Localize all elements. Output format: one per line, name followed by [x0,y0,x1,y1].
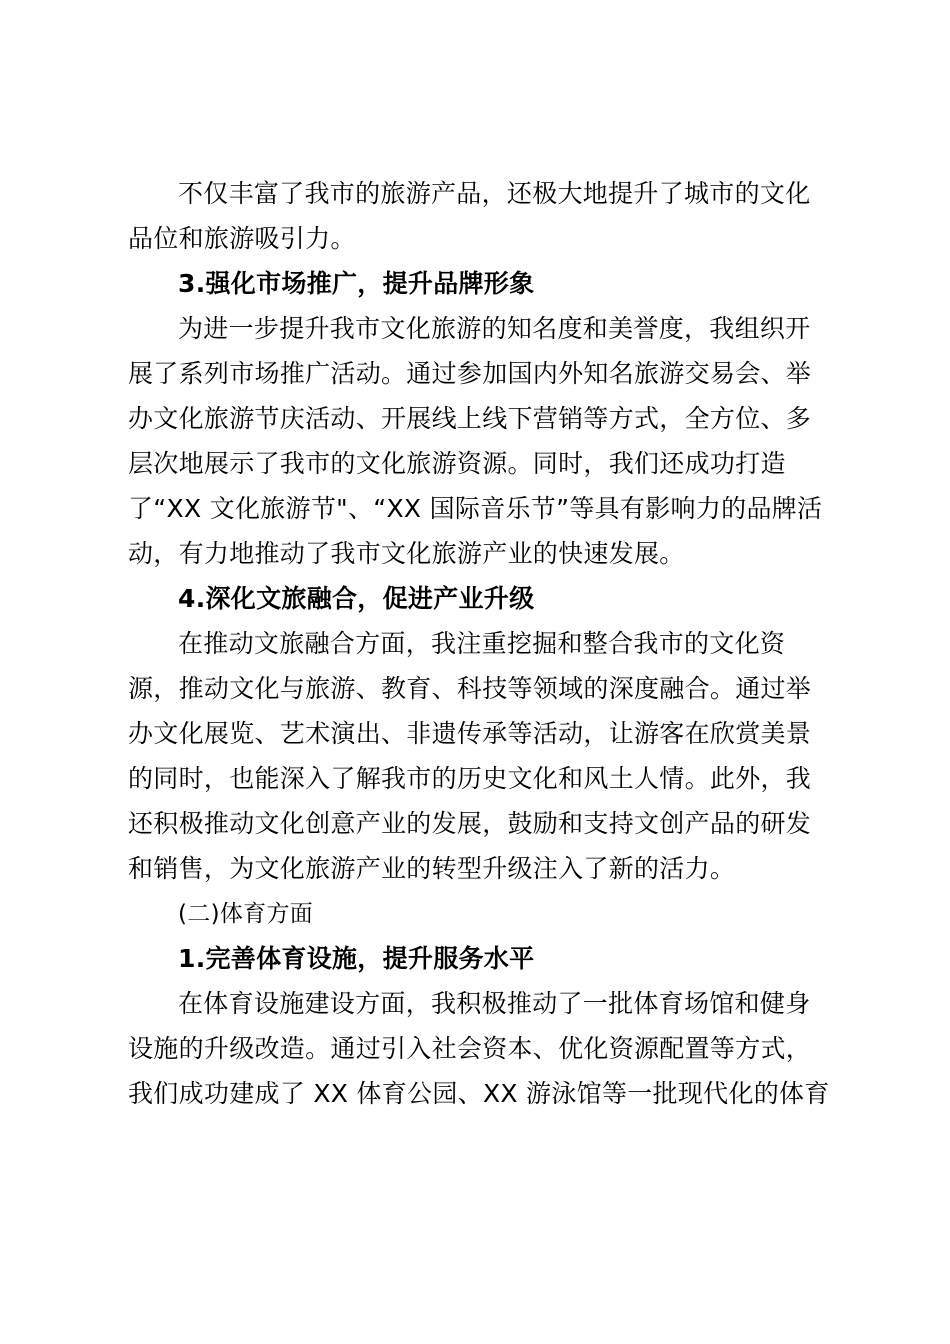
paragraph-line: 在推动文旅融合方面，我注重挖掘和整合我市的文化资 [178,629,786,658]
paragraph-line: 办文化展览、艺术演出、非遗传承等活动，让游客在欣赏美景 [128,719,812,748]
paragraph-line: 设施的升级改造。通过引入社会资本、优化资源配置等方式， [128,1034,812,1063]
paragraph-line: 不仅丰富了我市的旅游产品，还极大地提升了城市的文化 [178,179,811,208]
paragraph-line: 还积极推动文化创意产业的发展，鼓励和支持文创产品的研发 [128,809,812,838]
paragraph-line: 展了系列市场推广活动。通过参加国内外知名旅游交易会、举 [128,359,812,388]
paragraph-line: 我们成功建成了 XX 体育公园、XX 游泳馆等一批现代化的体育 [128,1079,830,1108]
paragraph-line: 源，推动文化与旅游、教育、科技等领域的深度融合。通过举 [128,674,812,703]
section-heading: 4.深化文旅融合，促进产业升级 [178,584,535,613]
paragraph-line: 了“XX 文化旅游节"、“XX 国际音乐节”等具有影响力的品牌活 [128,494,823,523]
paragraph-line: 品位和旅游吸引力。 [128,224,356,253]
paragraph-line: 为进一步提升我市文化旅游的知名度和美誉度，我组织开 [178,314,811,343]
section-heading: 1.完善体育设施，提升服务水平 [178,944,535,973]
paragraph-line: 动，有力地推动了我市文化旅游产业的快速发展。 [128,539,685,568]
subsection-heading: (二)体育方面 [178,901,314,927]
paragraph-line: 层次地展示了我市的文化旅游资源。同时，我们还成功打造 [128,449,786,478]
paragraph-line: 和销售，为文化旅游产业的转型升级注入了新的活力。 [128,854,736,883]
paragraph-line: 在体育设施建设方面，我积极推动了一批体育场馆和健身 [178,989,811,1018]
paragraph-line: 的同时，也能深入了解我市的历史文化和风土人情。此外，我 [128,764,812,793]
paragraph-line: 办文化旅游节庆活动、开展线上线下营销等方式，全方位、多 [128,404,812,433]
section-heading: 3.强化市场推广，提升品牌形象 [178,269,535,298]
